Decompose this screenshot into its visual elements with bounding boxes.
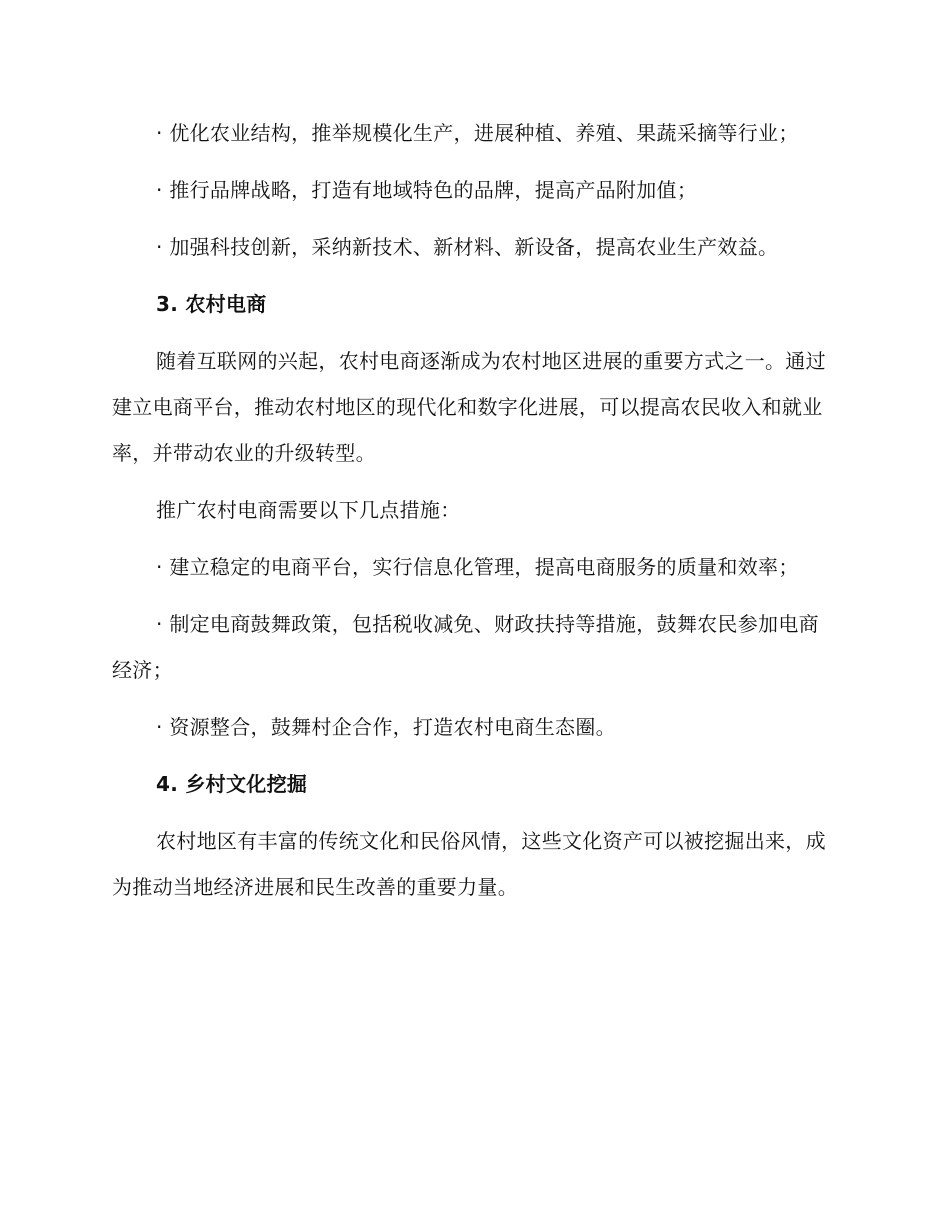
- bullet-ecommerce-policy: · 制定电商鼓舞政策，包括税收减免、财政扶持等措施，鼓舞农民参加电商经济；: [112, 612, 819, 682]
- section-3-lead-paragraph: 推广农村电商需要以下几点措施：: [156, 498, 461, 522]
- section-3-intro-paragraph: 随着互联网的兴起，农村电商逐渐成为农村地区进展的重要方式之一。通过建立电商平台，推动农村地区的现代化和数字化进展，可以提高农民收入和就业率，并带动农业的升级转型。: [112, 349, 826, 465]
- bullet-resource-integration: · 资源整合，鼓舞村企合作，打造农村电商生态圈。: [156, 715, 616, 739]
- section-heading-rural-ecommerce: 3. 农村电商: [156, 292, 267, 316]
- section-4-intro-paragraph: 农村地区有丰富的传统文化和民俗风情，这些文化资产可以被挖掘出来，成为推动当地经济进展和民生改善的重要力量。: [112, 829, 826, 899]
- section-heading-rural-culture: 4. 乡村文化挖掘: [156, 772, 308, 796]
- bullet-optimize-structure: · 优化农业结构，推举规模化生产，进展种植、养殖、果蔬采摘等行业；: [156, 121, 799, 145]
- bullet-brand-strategy: · 推行品牌战略，打造有地域特色的品牌，提高产品附加值；: [156, 178, 698, 202]
- bullet-tech-innovation: · 加强科技创新，采纳新技术、新材料、新设备，提高农业生产效益。: [156, 235, 779, 259]
- document-body: [112, 110, 834, 921]
- bullet-ecommerce-platform: · 建立稳定的电商平台，实行信息化管理，提高电商服务的质量和效率；: [156, 555, 799, 579]
